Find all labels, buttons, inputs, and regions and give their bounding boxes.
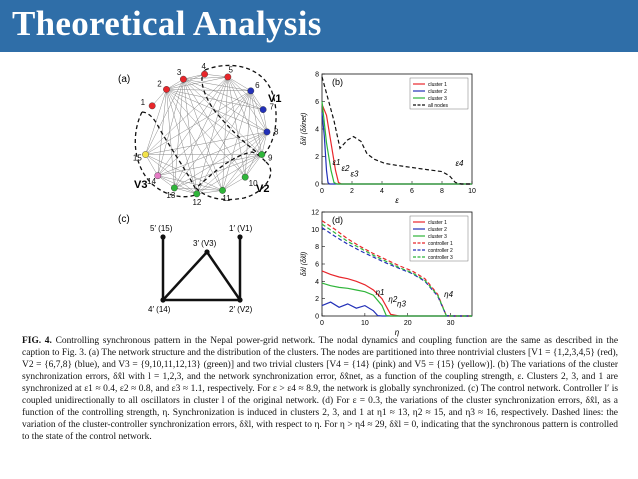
x-tick-label: 10 bbox=[468, 188, 476, 195]
network-node-11 bbox=[219, 187, 225, 193]
network-node-label: 5 bbox=[228, 65, 233, 75]
network-node-6 bbox=[248, 88, 254, 94]
control-edge-4-3 bbox=[163, 252, 207, 300]
annotation-epsilon: ε4 bbox=[455, 159, 464, 169]
legend-entry: controller 3 bbox=[428, 255, 453, 261]
network-node-label: 15 bbox=[132, 153, 142, 163]
y-tick-label: 6 bbox=[315, 261, 319, 269]
annotation-eta: η3 bbox=[397, 299, 406, 309]
annotation-eta: η4 bbox=[444, 289, 454, 299]
caption-label: FIG. 4. bbox=[22, 336, 52, 346]
cluster-label-v2: V2 bbox=[256, 183, 270, 195]
legend-entry: cluster 1 bbox=[428, 220, 447, 226]
x-tick-label: 2 bbox=[350, 188, 354, 195]
y-tick-label: 2 bbox=[315, 296, 319, 304]
annotation-epsilon: ε2 bbox=[341, 163, 350, 173]
network-edge bbox=[197, 155, 262, 194]
caption-text: Controlling synchronous pattern in the Nepal power-grid network. The nodal dynamics and coupling function are the same as described in the caption to Fig. 3. (a) The network structure and the distribution of the clusters. The nodes are partitioned into three nontrivial clusters [V1 = {1,2,3,4,5} (red), V2 = {6,7,8} (blue), and V3 = {9,10,11,12,13} (green)] and two trivial clusters [V4 = {14} (pink) and V5 = {15} (yellow)]. (b) The variations of the cluster synchronization errors, δx̂l with l = 1,2,3, and the network synchronization error, δx̂net, as a function of the coupling strength, ε. Clusters 2, 3, and 1 are synchronized at ε1 ≈ 0.4, ε2 ≈ 0.8, and ε3 ≈ 1.1, respectively. For ε > ε4 ≈ 8.9, the network is globally synchronized. (c) The control network. Controller l′ is coupled unidirectionally to all oscillators in cluster l of the original network. (d) For ε = 0.3, the variations of the cluster synchronization errors, δx̂l, as a function of the controlling strength, η. Synchronization is induced in clusters 2, 3, and 1 at η1 ≈ 13, η2 ≈ 15, and η3 ≈ 16, respectively. Dashed lines: the variation of the cluster-controller synchronization errors, δx̃l, with respect to η. For η > η4 ≈ 29, δx̃l = 0, indicating that the synchronous pattern is controlled to the state of the control network. bbox=[22, 336, 619, 443]
network-node-12 bbox=[194, 191, 200, 197]
control-label-4: 4′ (14) bbox=[148, 305, 171, 314]
x-tick-label: 8 bbox=[440, 188, 444, 195]
network-node-label: 13 bbox=[166, 191, 176, 201]
y-tick-label: 0 bbox=[315, 181, 319, 189]
y-tick-label: 12 bbox=[311, 209, 319, 217]
network-node-label: 1 bbox=[140, 98, 146, 108]
figure-caption bbox=[22, 335, 618, 443]
legend-entry: all nodes bbox=[428, 103, 449, 109]
network-node-5 bbox=[225, 74, 231, 80]
control-node-4 bbox=[160, 297, 165, 302]
y-tick-label: 6 bbox=[315, 99, 319, 106]
figure-area bbox=[0, 52, 638, 337]
legend-entry: cluster 2 bbox=[428, 89, 447, 95]
x-tick-label: 4 bbox=[380, 188, 384, 195]
legend-entry: controller 2 bbox=[428, 248, 453, 254]
control-label-5: 5′ (15) bbox=[150, 224, 173, 233]
chart-legend bbox=[410, 216, 468, 261]
x-tick-label: 0 bbox=[320, 188, 324, 195]
control-node-3 bbox=[204, 249, 209, 254]
network-node-label: 8 bbox=[273, 127, 279, 137]
panel-c-label: (c) bbox=[118, 214, 130, 225]
control-edge-3-2 bbox=[207, 252, 240, 300]
legend-entry: cluster 3 bbox=[428, 96, 447, 102]
network-node-label: 3 bbox=[176, 67, 182, 77]
network-edge bbox=[146, 155, 158, 176]
network-node-label: 11 bbox=[222, 193, 231, 203]
slide-title-bar bbox=[0, 0, 638, 52]
x-axis-label: η bbox=[394, 328, 400, 337]
y-tick-label: 10 bbox=[311, 226, 319, 234]
network-node-10 bbox=[242, 174, 248, 180]
control-label-1: 1′ (V1) bbox=[229, 224, 253, 233]
control-label-3: 3′ (V3) bbox=[193, 239, 217, 248]
cluster-label-v3: V3 bbox=[134, 179, 148, 191]
network-edge bbox=[166, 77, 227, 89]
y-tick-label: 8 bbox=[315, 244, 319, 252]
legend-entry: cluster 3 bbox=[428, 234, 447, 240]
y-axis-label: δx̂l (δx̃l) bbox=[301, 251, 308, 277]
network-node-1 bbox=[149, 103, 155, 109]
panel-a bbox=[118, 62, 281, 207]
network-node-label: 12 bbox=[192, 197, 202, 207]
network-node-label: 14 bbox=[147, 177, 157, 187]
x-tick-label: 20 bbox=[403, 320, 412, 327]
control-label-2: 2′ (V2) bbox=[229, 305, 253, 314]
network-edge bbox=[197, 190, 223, 193]
network-node-8 bbox=[264, 129, 270, 135]
network-node-3 bbox=[180, 76, 186, 82]
x-tick-label: 0 bbox=[320, 320, 324, 327]
legend-entry: cluster 2 bbox=[428, 227, 447, 233]
network-node-4 bbox=[201, 71, 207, 77]
figure-svg bbox=[0, 52, 638, 337]
network-node-2 bbox=[163, 86, 169, 92]
network-edge bbox=[205, 74, 228, 77]
network-node-label: 9 bbox=[267, 153, 273, 163]
panel-a-label: (a) bbox=[118, 74, 131, 85]
network-node-label: 6 bbox=[255, 81, 260, 91]
control-node-2 bbox=[237, 297, 242, 302]
panel-label: (b) bbox=[332, 77, 343, 87]
network-node-label: 4 bbox=[201, 62, 206, 72]
panel-label: (d) bbox=[332, 215, 343, 225]
network-node-15 bbox=[142, 151, 148, 157]
network-node-label: 10 bbox=[248, 178, 258, 188]
annotation-eta: η1 bbox=[375, 288, 385, 298]
annotation-epsilon: ε1 bbox=[332, 157, 341, 167]
network-edge bbox=[158, 91, 251, 176]
network-node-label: 2 bbox=[157, 79, 162, 89]
y-axis-label: δx̂l (δx̂net) bbox=[301, 112, 308, 146]
panel-c bbox=[118, 214, 253, 314]
y-tick-label: 8 bbox=[315, 71, 319, 79]
y-tick-label: 4 bbox=[315, 278, 319, 286]
control-node-1 bbox=[237, 234, 242, 239]
x-axis-label: ε bbox=[395, 196, 399, 205]
cluster-label-v1: V1 bbox=[268, 93, 282, 105]
network-edge bbox=[166, 89, 245, 177]
network-edge bbox=[166, 89, 250, 90]
x-tick-label: 10 bbox=[360, 320, 369, 327]
y-tick-label: 2 bbox=[315, 154, 319, 161]
annotation-epsilon: ε3 bbox=[350, 169, 359, 179]
panel-d-chart bbox=[301, 210, 472, 338]
x-tick-label: 6 bbox=[410, 188, 414, 195]
x-tick-label: 30 bbox=[446, 320, 455, 327]
legend-entry: controller 1 bbox=[428, 241, 453, 247]
network-node-7 bbox=[260, 106, 266, 112]
control-node-5 bbox=[160, 234, 165, 239]
y-tick-label: 0 bbox=[315, 313, 319, 321]
chart-legend bbox=[410, 78, 468, 109]
annotation-eta: η2 bbox=[388, 295, 398, 305]
panel-b-chart bbox=[301, 72, 476, 206]
y-tick-label: 4 bbox=[315, 126, 319, 134]
network-node-label: 7 bbox=[269, 102, 274, 112]
network-node-9 bbox=[259, 151, 265, 157]
legend-entry: cluster 1 bbox=[428, 82, 447, 88]
slide-title: Theoretical Analysis bbox=[12, 4, 322, 43]
